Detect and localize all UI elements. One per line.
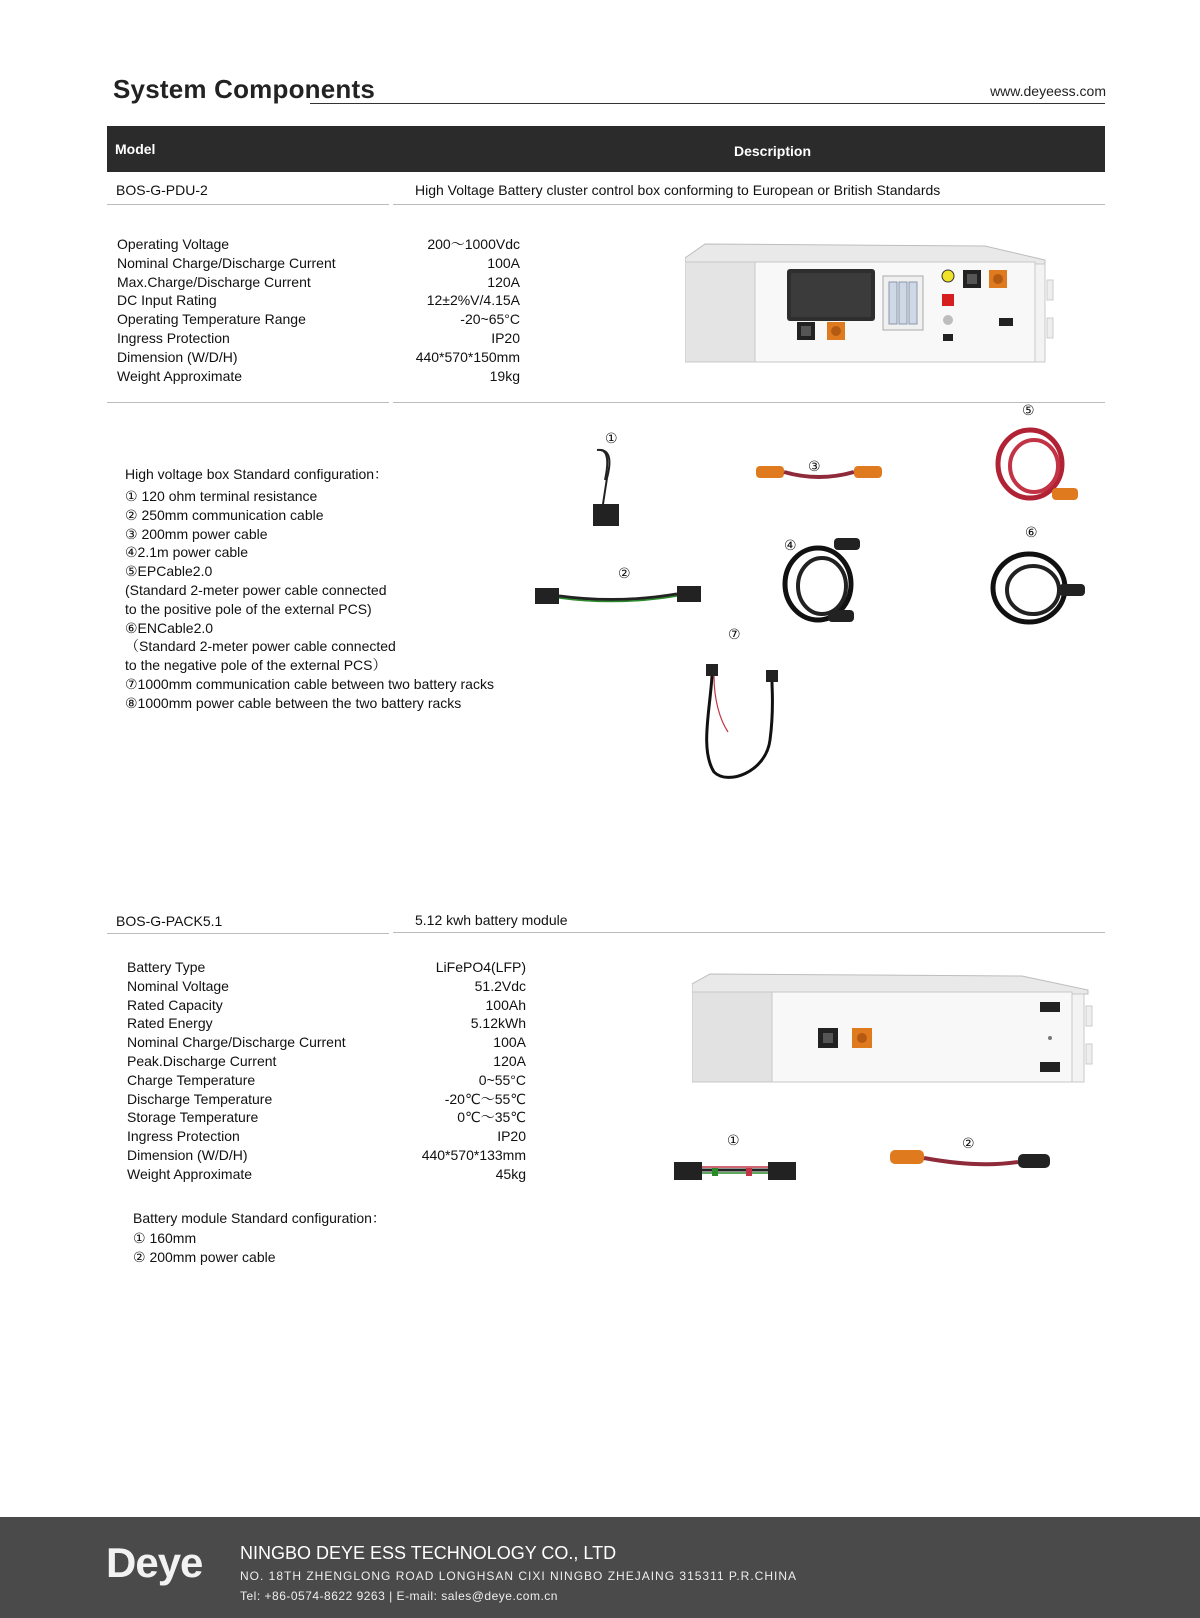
spec-label: Rated Energy	[127, 1015, 213, 1032]
pack-spec-values	[390, 958, 526, 1184]
table-header	[107, 126, 1105, 172]
column-header-description: Description	[734, 143, 812, 159]
image-label-5: ⑤	[1022, 402, 1035, 418]
list-item: to the negative pole of the external PCS）	[125, 657, 387, 674]
image-label-1: ①	[605, 430, 618, 446]
spec-value: 5.12kWh	[470, 1015, 526, 1032]
divider	[107, 933, 389, 934]
list-item: ① 120 ohm terminal resistance	[125, 488, 318, 504]
spec-label: Rated Capacity	[127, 996, 223, 1013]
image-label-pack-1: ①	[727, 1132, 740, 1148]
company-contact: Tel: +86-0574-8622 9263 | E-mail: sales@deye.com.cn	[240, 1589, 558, 1603]
spec-value: -20℃～55℃	[444, 1090, 526, 1107]
spec-value: 120A	[487, 273, 520, 290]
spec-label: Dimension (W/D/H)	[127, 1146, 248, 1163]
pdu-config-title: High voltage box Standard configuration：	[125, 466, 389, 482]
image-label-7: ⑦	[728, 626, 741, 642]
spec-value: 100A	[487, 254, 520, 271]
list-item: ⑤EPCable2.0	[125, 563, 213, 580]
power-cable-200mm-image	[754, 458, 884, 488]
power-cable-200mm-pack-image	[888, 1146, 1054, 1176]
spec-label: Ingress Protection	[117, 329, 230, 346]
spec-value: 200～1000Vdc	[427, 236, 520, 252]
page-title: System Components	[113, 74, 376, 104]
divider	[107, 402, 389, 403]
spec-value: 51.2Vdc	[474, 977, 526, 994]
spec-value: 440*570*150mm	[415, 348, 520, 365]
pdu-model: BOS-G-PDU-2	[116, 182, 208, 198]
pdu-description: High Voltage Battery cluster control box conforming to European or British Standards	[415, 182, 941, 198]
spec-label: Nominal Charge/Discharge Current	[127, 1034, 346, 1051]
power-cable-2m-image	[778, 534, 868, 626]
list-item: ③ 200mm power cable	[125, 525, 268, 542]
battery-module-image	[692, 972, 1106, 1088]
list-item: ⑧1000mm power cable between the two battery racks	[125, 694, 462, 711]
list-item: ④2.1m power cable	[125, 544, 249, 561]
spec-label: Weight Approximate	[117, 367, 243, 384]
pack-model: BOS-G-PACK5.1	[116, 913, 223, 929]
spec-value: 12±2%V/4.15A	[426, 292, 520, 309]
divider	[393, 204, 1105, 205]
title-underline	[310, 103, 1105, 104]
en-cable-image	[985, 548, 1090, 630]
pack-spec-labels	[127, 958, 346, 1184]
spec-label: Battery Type	[127, 959, 206, 975]
communication-cable-250mm-image	[533, 582, 703, 612]
spec-value: 45kg	[495, 1165, 526, 1182]
communication-cable-1000mm-image	[700, 660, 790, 782]
list-item: ① 160mm	[133, 1230, 197, 1246]
spec-value: 100A	[493, 1034, 526, 1051]
footer	[0, 1517, 1200, 1618]
pdu-spec-labels	[117, 235, 336, 385]
divider	[393, 402, 1105, 403]
spec-value: 19kg	[489, 367, 520, 384]
list-item: ⑥ENCable2.0	[125, 619, 214, 636]
spec-label: Charge Temperature	[127, 1071, 256, 1088]
spec-label: Peak.Discharge Current	[127, 1052, 277, 1069]
spec-label: Operating Voltage	[117, 236, 230, 252]
list-item: ② 250mm communication cable	[125, 506, 324, 523]
spec-label: Storage Temperature	[127, 1109, 259, 1126]
spec-label: Dimension (W/D/H)	[117, 348, 238, 365]
spec-label: DC Input Rating	[117, 292, 217, 309]
list-item: to the positive pole of the external PCS)	[125, 600, 372, 617]
divider	[393, 932, 1105, 933]
company-address: NO. 18TH ZHENGLONG ROAD LONGHSAN CIXI NINGBO ZHEJAING 315311 P.R.CHINA	[240, 1569, 798, 1583]
spec-label: Discharge Temperature	[127, 1090, 273, 1107]
spec-value: 120A	[493, 1052, 526, 1069]
pack-config-list	[133, 1229, 276, 1267]
spec-value: 0℃～35℃	[457, 1109, 526, 1126]
image-label-4: ④	[784, 537, 797, 553]
spec-label: Weight Approximate	[127, 1165, 253, 1182]
column-header-model: Model	[115, 141, 156, 157]
list-item: ② 200mm power cable	[133, 1248, 276, 1265]
website-link[interactable]: www.deyeess.com	[990, 83, 1106, 99]
company-name: NINGBO DEYE ESS TECHNOLOGY CO., LTD	[240, 1543, 617, 1563]
spec-value: IP20	[497, 1128, 526, 1145]
pack-description: 5.12 kwh battery module	[415, 912, 568, 928]
spec-label: Operating Temperature Range	[117, 311, 306, 328]
spec-value: 100Ah	[485, 996, 526, 1013]
deye-logo: Deye	[106, 1539, 203, 1586]
spec-value: 0~55°C	[478, 1071, 526, 1088]
image-label-3: ③	[808, 458, 821, 474]
pdu-box-image	[685, 240, 1065, 365]
spec-value: -20~65°C	[460, 311, 520, 328]
divider	[107, 204, 389, 205]
spec-value: LiFePO4(LFP)	[435, 959, 526, 975]
spec-label: Nominal Charge/Discharge Current	[117, 254, 336, 271]
pack-config-title: Battery module Standard configuration：	[133, 1210, 386, 1226]
terminal-resistor-image	[585, 448, 625, 528]
image-label-6: ⑥	[1025, 524, 1038, 540]
spec-label: Ingress Protection	[127, 1128, 240, 1145]
spec-value: 440*570*133mm	[421, 1146, 526, 1163]
pdu-config-list	[125, 487, 494, 713]
list-item: ⑦1000mm communication cable between two battery racks	[125, 675, 494, 692]
communication-cable-160mm-image	[672, 1154, 798, 1186]
spec-label: Nominal Voltage	[127, 977, 229, 994]
list-item: (Standard 2-meter power cable connected	[125, 581, 387, 598]
ep-cable-image	[990, 424, 1090, 508]
spec-label: Max.Charge/Discharge Current	[117, 273, 311, 290]
spec-value: IP20	[491, 329, 520, 346]
image-label-pack-2: ②	[962, 1135, 975, 1151]
pdu-spec-values	[380, 235, 520, 385]
list-item: （Standard 2-meter power cable connected	[125, 638, 396, 655]
image-label-2: ②	[618, 565, 631, 581]
